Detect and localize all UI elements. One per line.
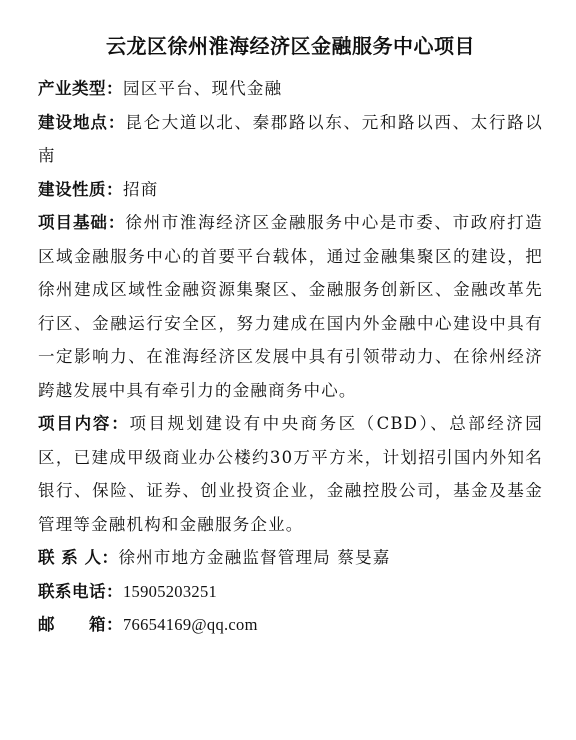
location-value: 昆仑大道以北、秦郡路以东、元和路以西、太行路以南 bbox=[38, 112, 543, 165]
field-phone bbox=[38, 575, 543, 609]
project-document bbox=[38, 30, 543, 642]
location-label: 建设地点： bbox=[38, 112, 126, 132]
email-label: 邮 箱： bbox=[38, 615, 123, 634]
field-content bbox=[38, 407, 543, 541]
phone-value: 15905203251 bbox=[123, 581, 218, 601]
industry-type-label: 产业类型： bbox=[38, 79, 123, 98]
phone-label: 联系电话： bbox=[38, 581, 123, 601]
field-contact bbox=[38, 541, 543, 575]
basis-value: 徐州市淮海经济区金融服务中心是市委、市政府打造区域金融服务中心的首要平台载体，通过金融集聚区的建设，把徐州建成区域性金融资源集聚区、金融服务创新区、金融改革先行区、金融运行安全区，努力建成在国内外金融中心建设中具有一定影响力、在淮海经济区发展中具有引领带动力、在徐州经济跨越发展中具有牵引力的金融商务中心。 bbox=[38, 213, 543, 400]
nature-label: 建设性质： bbox=[38, 179, 123, 199]
contact-label: 联 系 人： bbox=[38, 548, 119, 567]
basis-label: 项目基础： bbox=[38, 213, 126, 232]
field-basis bbox=[38, 206, 543, 407]
document-title: 云龙区徐州淮海经济区金融服务中心项目 bbox=[106, 34, 475, 58]
content-value: 项目规划建设有中央商务区（CBD）、总部经济园区，已建成甲级商业办公楼约30万平方米，计划招引国内外知名银行、保险、证券、创业投资企业，金融控股公司，基金及基金管理等金融机构和金融服务企业。 bbox=[38, 414, 543, 534]
nature-value: 招商 bbox=[123, 179, 159, 199]
field-nature bbox=[38, 173, 543, 207]
field-email bbox=[38, 608, 543, 642]
industry-type-value: 园区平台、现代金融 bbox=[123, 79, 283, 98]
field-location bbox=[38, 106, 543, 173]
field-industry-type bbox=[38, 72, 543, 106]
email-value: 76654169@qq.com bbox=[123, 615, 258, 634]
contact-value: 徐州市地方金融监督管理局 蔡旻嘉 bbox=[118, 548, 391, 567]
content-label: 项目内容： bbox=[38, 414, 130, 433]
